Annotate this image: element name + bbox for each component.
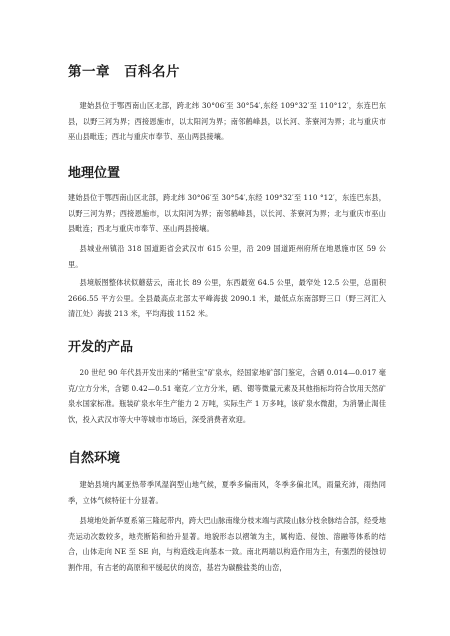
geo-paragraph-1: 建始县位于鄂西南山区北部，跨北纬 30°06′至 30°54′,东经 109°32′至 110 °12′，东连巴东县，以野三河为界；西接恩施市，以太阳河为界；南邻鹤峰县，以长河、茶寮河为界；北与重庆市巫山县毗连；西北与重庆市奉节、巫山两县接壤。 [68,193,386,234]
products-paragraph-1: 20 世纪 90 年代县开发出来的“稀世宝”矿泉水，经国家地矿部门鉴定，含硒 0.014—0.017 毫克/立方分米，含锶 0.42—0.51 毫克／立方分米，硒、锶等微量元素及其他指标均符合饮用天然矿泉水国家标准。瓶装矿泉水年生产能力 2 万吨，实际生产 1 万多吨，该矿泉水微甜，为消暑止渴佳饮，投入武汉市等大中等城市市场后，深受消费者欢迎。 [68,368,386,424]
env-paragraph-2: 县境地处新华夏系第三隆起带内，跨大巴山脉南缘分枝末端与武陵山脉分枝余脉结合部，经受地壳运动次数较多，地壳断陷和抬升显著。地貌形态以褶皱为主，属构造、侵蚀、溶融等体系的结合，山体走向 NE 至 SE 向，与构造线走向基本一致。南北两端以构造作用为主，有强烈的侵蚀切割作用，有古老的高原和平缓起伏的岗峦，基岩为碳酸盐类的山峦， [68,516,386,572]
section-title-products: 开发的产品 [68,340,134,355]
section-title-geo: 地理位置 [68,166,121,181]
geo-paragraph-2: 县城业州镇沿 318 国道距省会武汉市 615 公里，沿 209 国道距州府所在地恩施市区 59 公里。 [68,244,386,269]
geo-paragraph-3: 县境版图整体状似蘑菇云，南北长 89 公里，东西最宽 64.5 公里，最窄处 12.5 公里，总面积 2666.55 平方公里。全县最高点北部太平峰海拔 2090.1 米，最低点东南部野三口（野三河汇入清江处）海拔 213 米，平均海拔 1152 米。 [68,278,386,319]
section-title-env: 自然环境 [68,451,121,466]
chapter-title: 第一章 百科名片 [68,64,180,80]
intro-paragraph: 建始县位于鄂西南山区北部，跨北纬 30°06′至 30°54′,东经 109°32′至 110°12′，东连巴东县，以野三河为界；西接恩施市，以太阳河为界；南邻鹤峰县，以长河、茶寮河为界；北与重庆市巫山县毗连；西北与重庆市奉节、巫山两县接壤。 [68,101,386,142]
env-paragraph-1: 建始县境内属亚热带季风湿润型山地气候，夏季多偏南风，冬季多偏北风，雨量充沛，雨热同季，立体气候特征十分显著。 [68,480,386,505]
